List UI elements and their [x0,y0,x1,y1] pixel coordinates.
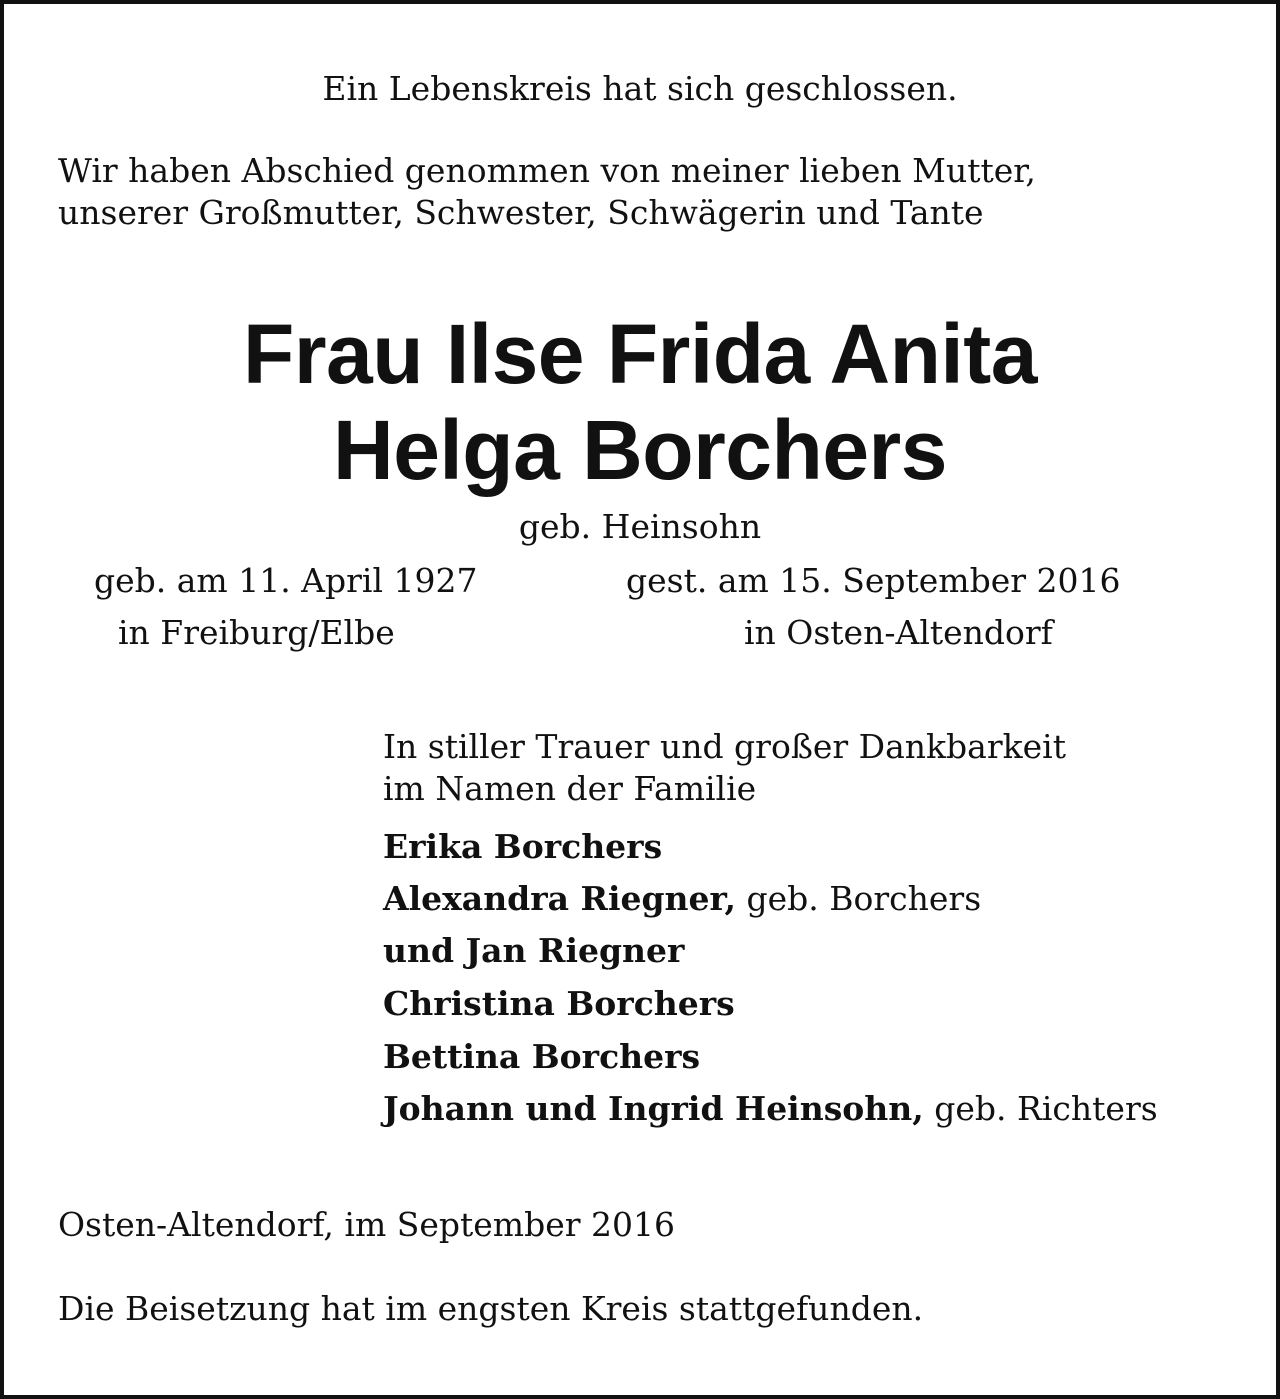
mourner-3 [383,930,684,972]
mourner-name: Erika Borchers [383,827,663,866]
intro-line-2: unserer Großmutter, Schwester, Schwägerin und Tante [58,193,984,232]
mourner-1 [383,826,662,868]
mourner-name: Christina Borchers [383,984,735,1023]
mourning-line-1: In stiller Trauer und großer Dankbarkeit [383,727,1066,766]
death-date: gest. am 15. September 2016 [626,561,1121,600]
birth-date: geb. am 11. April 1927 [94,561,478,600]
funeral-note: Die Beisetzung hat im engsten Kreis stattgefunden. [58,1289,924,1328]
mourner-name: und Jan Riegner [383,931,685,970]
mourner-name: Johann und Ingrid Heinsohn, [383,1089,924,1128]
mourner-5 [383,1036,700,1078]
death-place: in Osten-Altendorf [744,613,1053,652]
deceased-name-line-1: Frau Ilse Frida Anita [243,307,1037,401]
mourning-line-2: im Namen der Familie [383,769,757,808]
mourner-suffix: geb. Richters [923,1089,1158,1128]
mourner-4 [383,983,735,1025]
birth-place: in Freiburg/Elbe [118,613,395,652]
mourner-suffix: geb. Borchers [736,879,982,918]
mourner-2 [383,878,981,920]
deceased-name-line-2: Helga Borchers [333,403,947,497]
place-and-date: Osten-Altendorf, im September 2016 [58,1205,675,1244]
intro-line-1: Wir haben Abschied genommen von meiner lieben Mutter, [58,151,1036,190]
mourner-name: Bettina Borchers [383,1037,701,1076]
maiden-name: geb. Heinsohn [518,507,762,546]
mourner-6 [383,1088,1158,1130]
mourner-name: Alexandra Riegner, [383,879,737,918]
opening-line: Ein Lebenskreis hat sich geschlossen. [322,69,958,108]
